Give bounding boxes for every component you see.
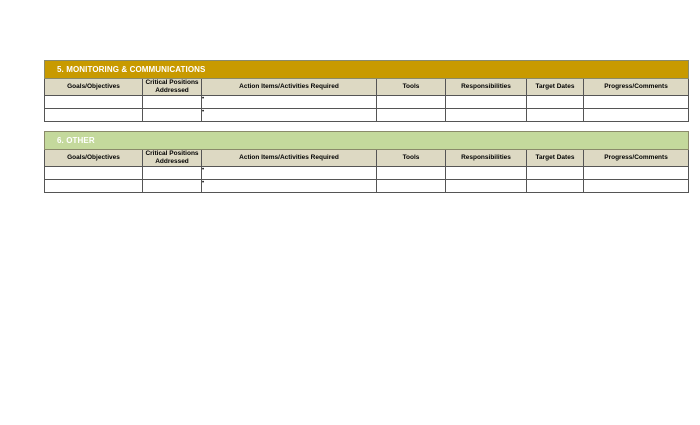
cell[interactable] [45,167,143,180]
col-progress: Progress/Comments [584,79,689,96]
col-progress: Progress/Comments [584,150,689,167]
cell[interactable] [143,96,202,109]
table-row [45,109,689,122]
col-target-dates: Target Dates [527,150,584,167]
cell[interactable] [143,109,202,122]
col-critical-positions: Critical Positions Addressed [143,150,202,167]
section-monitoring-communications [44,60,688,122]
cell[interactable] [377,109,446,122]
col-target-dates: Target Dates [527,79,584,96]
section-title: 6. OTHER [45,132,689,150]
cell[interactable] [527,167,584,180]
cell[interactable] [584,96,689,109]
col-responsibilities: Responsibilities [446,79,527,96]
cell[interactable] [527,180,584,193]
cell[interactable] [377,180,446,193]
cell[interactable] [527,96,584,109]
table-row [45,180,689,193]
col-action-items: Action Items/Activities Required [202,79,377,96]
table-row [45,167,689,180]
cell[interactable] [377,167,446,180]
cell[interactable] [446,167,527,180]
col-goals: Goals/Objectives [45,79,143,96]
cell[interactable] [446,96,527,109]
table-row [45,96,689,109]
col-critical-positions: Critical Positions Addressed [143,79,202,96]
cell[interactable] [143,167,202,180]
cell[interactable] [584,167,689,180]
col-tools: Tools [377,79,446,96]
col-action-items: Action Items/Activities Required [202,150,377,167]
cell[interactable] [45,109,143,122]
bullet-cell[interactable]: • [202,109,377,122]
monitoring-table [44,60,689,122]
cell[interactable] [143,180,202,193]
cell[interactable] [446,180,527,193]
cell[interactable] [584,180,689,193]
bullet-cell[interactable]: • [202,96,377,109]
cell[interactable] [527,109,584,122]
col-tools: Tools [377,150,446,167]
col-goals: Goals/Objectives [45,150,143,167]
bullet-cell[interactable]: • [202,167,377,180]
cell[interactable] [446,109,527,122]
section-title: 5. MONITORING & COMMUNICATIONS [45,61,689,79]
cell[interactable] [45,180,143,193]
section-other [44,131,688,193]
col-responsibilities: Responsibilities [446,150,527,167]
cell[interactable] [377,96,446,109]
cell[interactable] [45,96,143,109]
other-table [44,131,689,193]
bullet-cell[interactable]: • [202,180,377,193]
cell[interactable] [584,109,689,122]
